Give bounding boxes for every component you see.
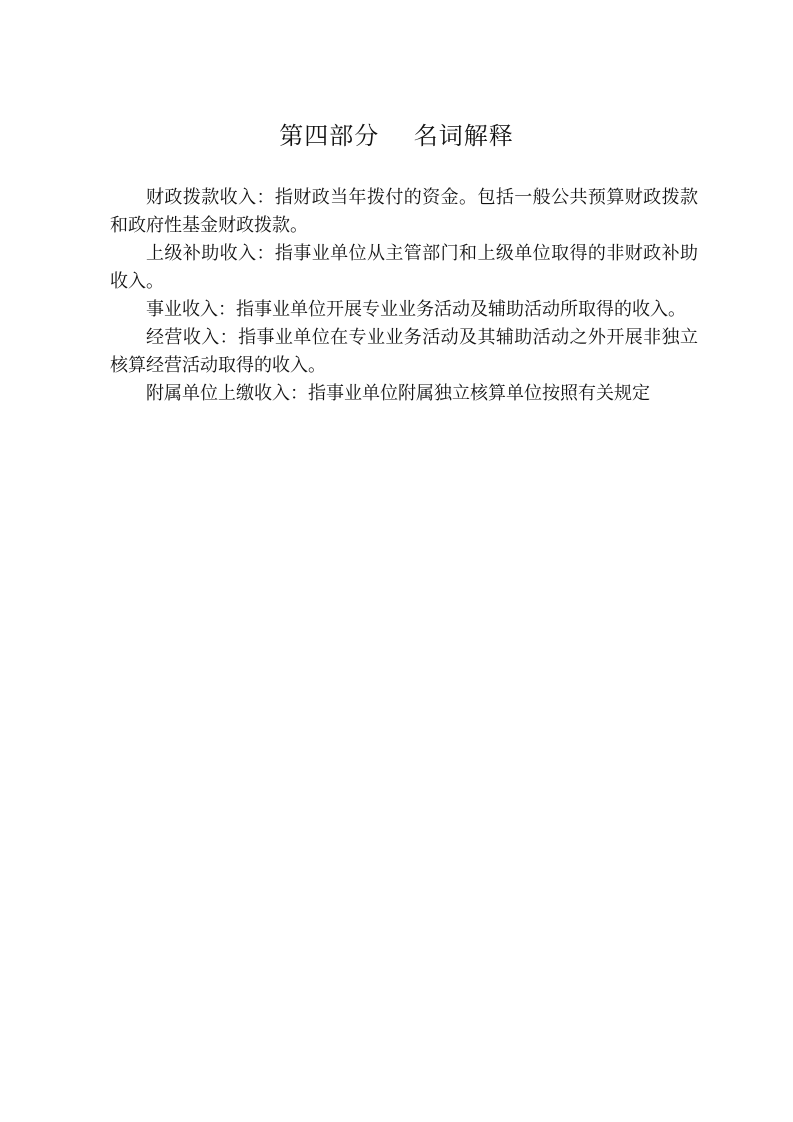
definition-paragraph: 上级补助收入：指事业单位从主管部门和上级单位取得的非财政补助收入。 xyxy=(110,243,698,292)
definition-paragraph: 附属单位上缴收入：指事业单位附属独立核算单位按照有关规定 xyxy=(146,383,650,404)
definition-paragraph: 经营收入：指事业单位在专业业务活动及其辅助活动之外开展非独立核算经营活动取得的收入。 xyxy=(110,327,698,376)
definition-paragraph: 事业收入：指事业单位开展专业业务活动及辅助活动所取得的收入。 xyxy=(146,299,686,320)
section-title: 第四部分 名词解释 xyxy=(279,122,514,150)
definitions-body xyxy=(110,184,698,408)
definition-paragraph: 财政拨款收入：指财政当年拨付的资金。包括一般公共预算财政拨款和政府性基金财政拨款。 xyxy=(110,187,698,236)
